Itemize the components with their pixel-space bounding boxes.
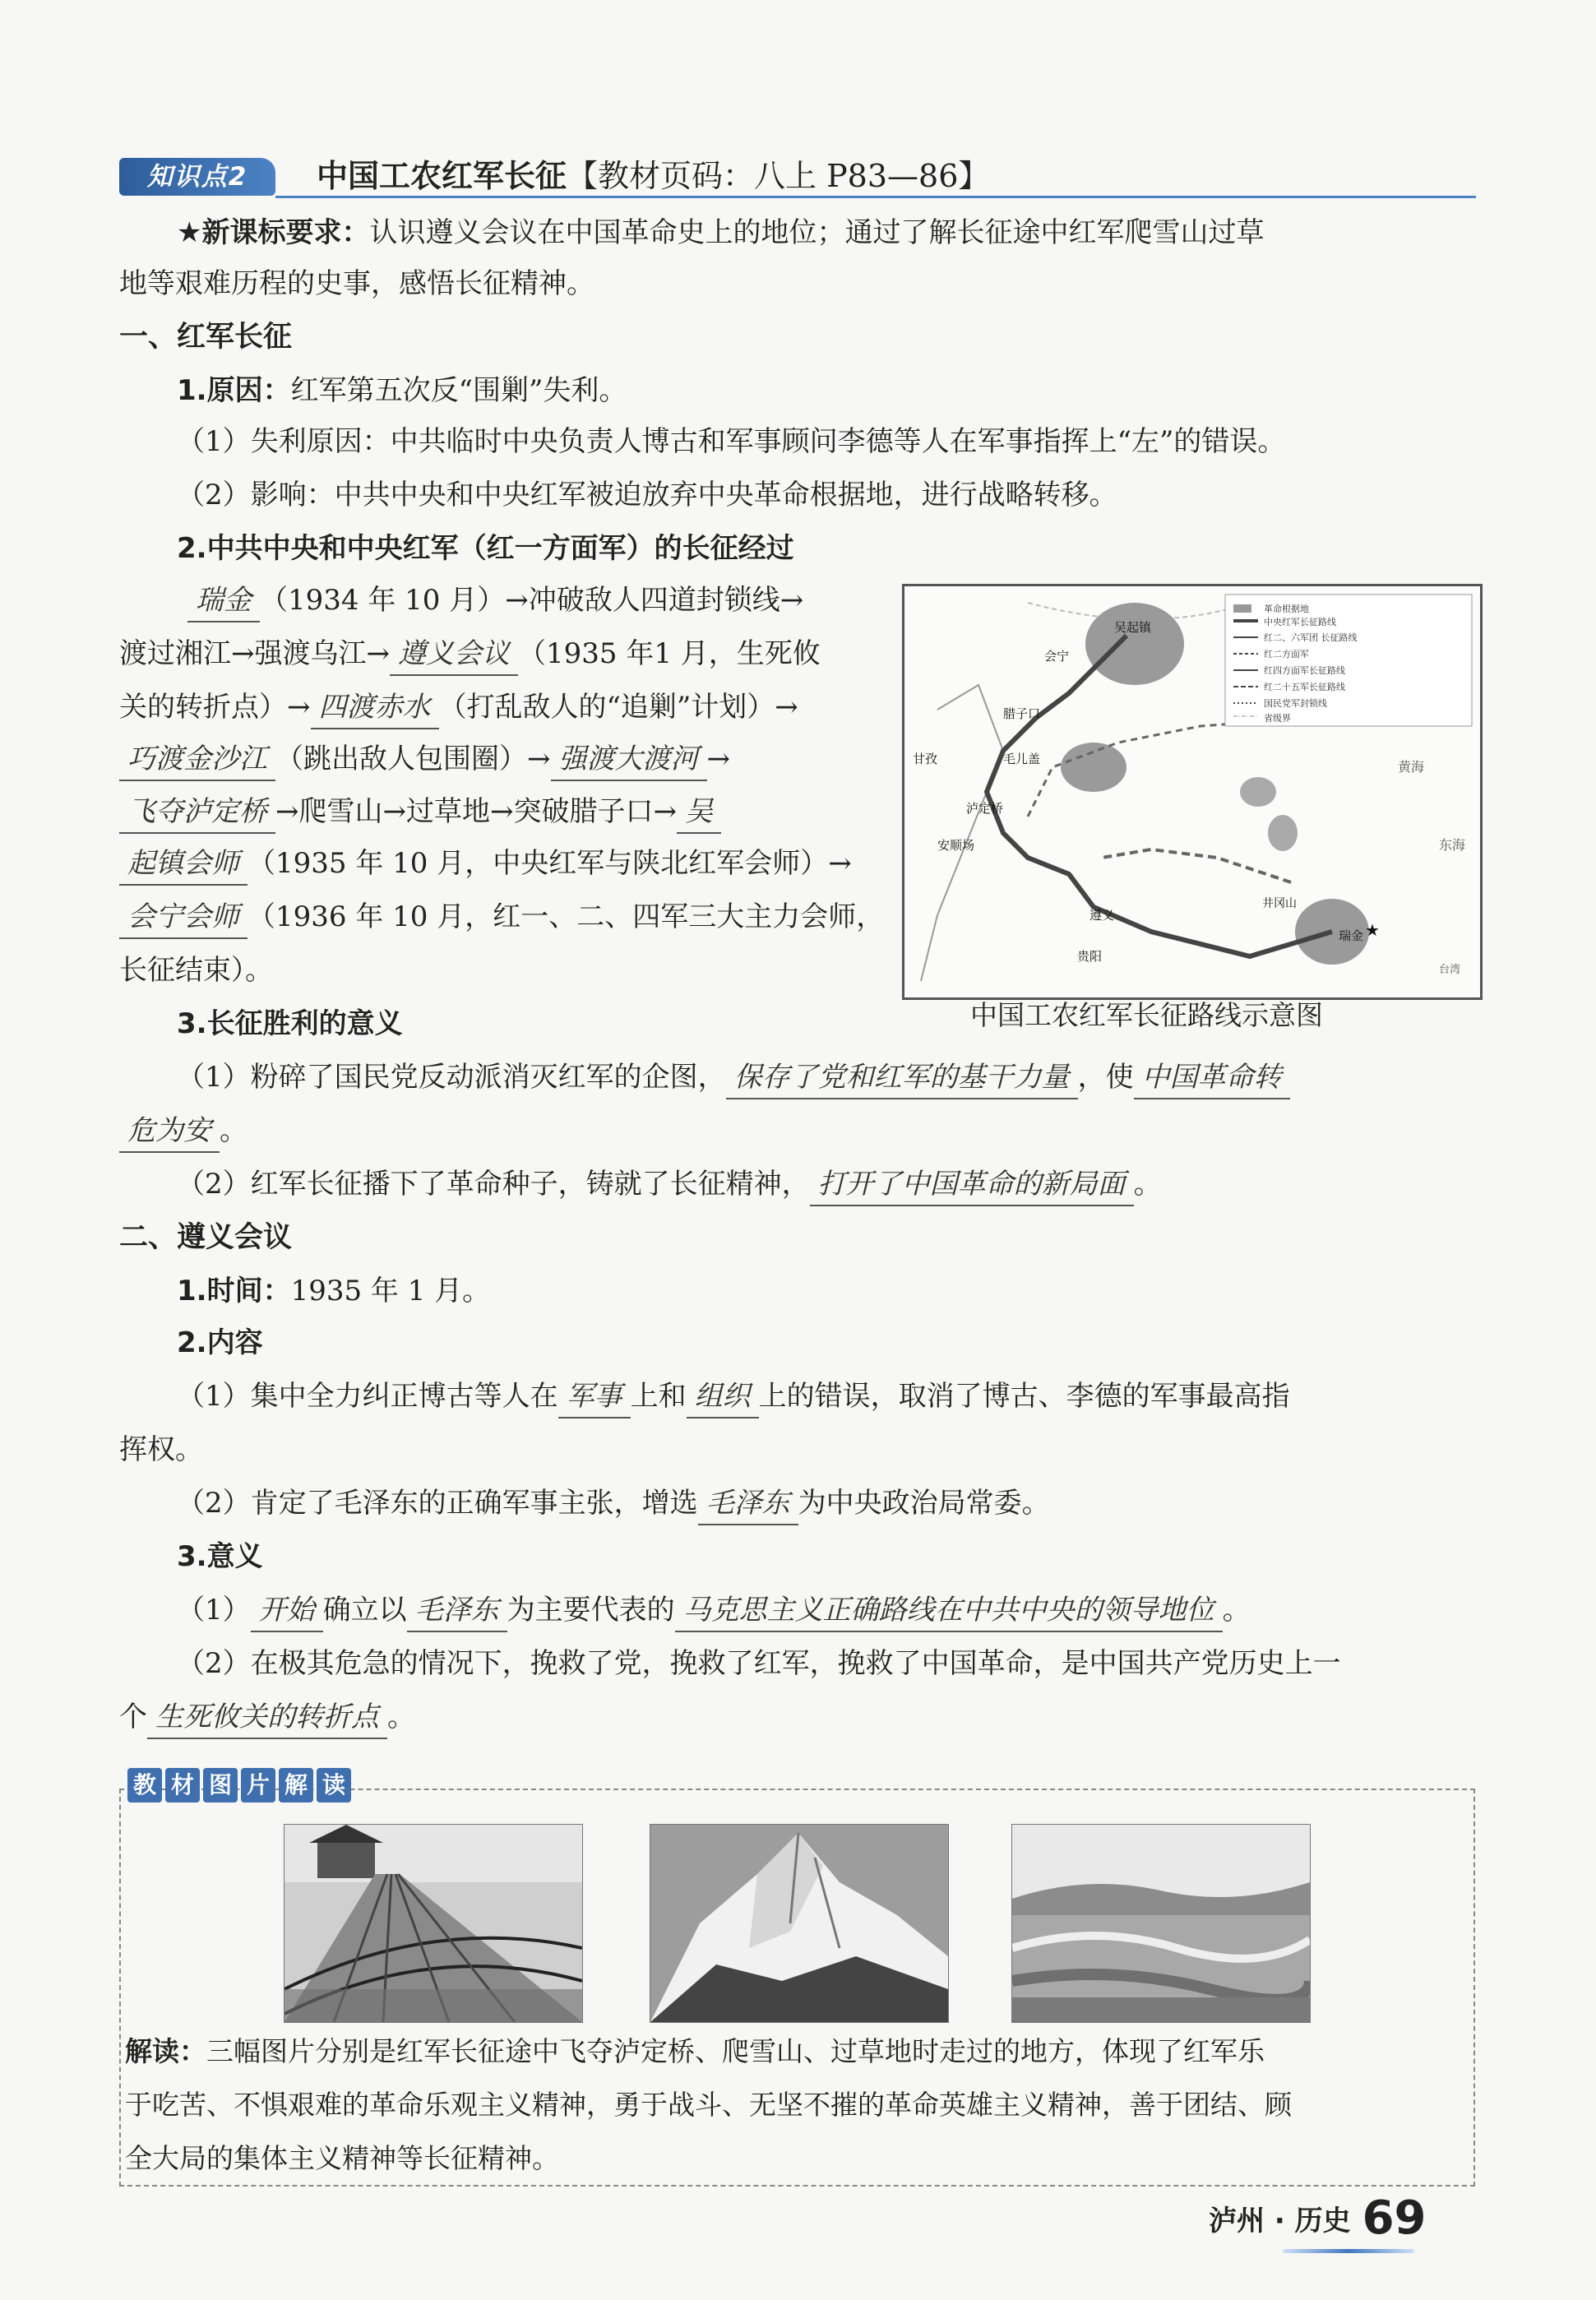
tag-char: 解 bbox=[279, 1768, 313, 1803]
answer-blank: 生死攸关的转折点 bbox=[147, 1696, 387, 1739]
meaning-1 bbox=[177, 1057, 1290, 1099]
legend-label: 红二十五军长征路线 bbox=[1264, 682, 1345, 692]
textbook-reference: 【教材页码：八上 P83—86】 bbox=[567, 158, 990, 194]
knowledge-point-badge: 知识点2 bbox=[119, 158, 275, 196]
answer-blank: 保存了党和红军的基干力量 bbox=[726, 1057, 1078, 1099]
route-line-6 bbox=[119, 843, 852, 886]
answer-blank: 马克思主义正确路线在中共中央的领导地位 bbox=[675, 1590, 1223, 1632]
page-number: 69 bbox=[1362, 2191, 1427, 2245]
meaning-text: 。 bbox=[1133, 1168, 1162, 1201]
requirement-line-1 bbox=[177, 212, 1264, 253]
section-1-title: 一、红军长征 bbox=[119, 321, 293, 354]
tag-char: 读 bbox=[317, 1768, 351, 1803]
knowledge-point-title bbox=[317, 156, 989, 196]
meaning-text: 个 bbox=[119, 1701, 147, 1733]
time-line bbox=[177, 1270, 490, 1312]
answer-blank: 强渡大渡河 bbox=[551, 738, 707, 781]
cause-detail-1: （1）失利原因：中共临时中央负责人博古和军事顾问李德等人在军事指挥上“左”的错误。 bbox=[177, 425, 1286, 458]
route-text: → bbox=[706, 743, 730, 775]
luding-bridge-photo bbox=[284, 1824, 583, 2023]
content-text: 为中央政治局常委。 bbox=[798, 1487, 1050, 1520]
meaning-text: 确立以 bbox=[322, 1594, 407, 1627]
route-text: 关的转折点）→ bbox=[119, 691, 311, 724]
long-march-map bbox=[902, 584, 1483, 1000]
answer-blank: 打开了中国革命的新局面 bbox=[810, 1164, 1134, 1206]
legend-label: 红二方面军 bbox=[1264, 649, 1309, 659]
snow-mountain-photo bbox=[650, 1824, 949, 2023]
place-label: 黄海 bbox=[1398, 759, 1425, 775]
requirement-label: ★新课标要求： bbox=[177, 216, 370, 249]
meaning-1-cont bbox=[119, 1110, 247, 1153]
content-text: （2）肯定了毛泽东的正确军事主张，增选 bbox=[177, 1487, 698, 1520]
place-label: 腊子口 bbox=[1003, 706, 1041, 721]
place-label: 吴起镇 bbox=[1114, 620, 1152, 635]
section-2-title: 二、遵义会议 bbox=[119, 1221, 293, 1254]
requirement-text: 认识遵义会议在中国革命史上的地位；通过了解长征途中红军爬雪山过草 bbox=[369, 216, 1265, 249]
route-line-7 bbox=[119, 896, 884, 939]
meaning-text: 为主要代表的 bbox=[507, 1594, 675, 1627]
answer-blank: 四渡赤水 bbox=[311, 687, 439, 729]
content-text: 上的错误，取消了博古、李德的军事最高指 bbox=[758, 1380, 1290, 1413]
meaning-text: （1）粉碎了国民党反动派消灭红军的企图， bbox=[177, 1061, 726, 1094]
legend-label: 革命根据地 bbox=[1264, 604, 1309, 614]
zunyi-meaning-2: （2）在极其危急的情况下，挽救了党，挽救了红军，挽救了中国革命，是中国共产党历史上一 bbox=[177, 1647, 1341, 1680]
place-label: 安顺场 bbox=[937, 838, 975, 853]
route-title: 2.中共中央和中央红军（红一方面军）的长征经过 bbox=[177, 532, 794, 565]
place-label: 会宁 bbox=[1044, 649, 1070, 664]
answer-blank: 巧渡金沙江 bbox=[119, 738, 275, 781]
interpretation-line-1 bbox=[125, 2031, 1265, 2072]
route-text: 渡过湘江→强渡乌江→ bbox=[119, 637, 390, 670]
meaning-text: 。 bbox=[220, 1114, 247, 1147]
legend-label: 红四方面军长征路线 bbox=[1264, 665, 1345, 676]
base-area bbox=[1061, 743, 1126, 792]
place-label: 井冈山 bbox=[1262, 897, 1297, 910]
meaning-text: （1） bbox=[177, 1594, 251, 1627]
zunyi-meaning-2-cont bbox=[119, 1696, 415, 1739]
place-label: 甘孜 bbox=[913, 752, 938, 766]
cause-line bbox=[177, 370, 627, 411]
answer-blank: 起镇会师 bbox=[119, 843, 247, 886]
time-text: 1935 年 1 月。 bbox=[290, 1275, 491, 1307]
answer-blank: 军事 bbox=[558, 1376, 631, 1418]
topic-title: 中国工农红军长征 bbox=[317, 158, 567, 194]
answer-blank: 会宁会师 bbox=[119, 896, 247, 939]
time-label: 1.时间： bbox=[177, 1275, 291, 1307]
star-icon: ★ bbox=[1365, 920, 1380, 940]
content-title: 2.内容 bbox=[177, 1326, 263, 1359]
answer-blank: 瑞金 bbox=[187, 580, 260, 622]
legend-label: 国民党军封锁线 bbox=[1264, 698, 1327, 709]
route-line-8: 长征结束）。 bbox=[119, 954, 273, 987]
answer-blank: 中国革命转 bbox=[1134, 1057, 1290, 1099]
meaning-text: 。 bbox=[1222, 1594, 1251, 1627]
grassland-photo bbox=[1011, 1824, 1311, 2023]
tag-char: 教 bbox=[127, 1768, 162, 1803]
answer-blank: 吴 bbox=[677, 791, 721, 834]
map-graphic bbox=[904, 586, 1480, 997]
place-label: 台湾 bbox=[1439, 964, 1461, 976]
route-text: （打乱敌人的“追剿”计划）→ bbox=[438, 691, 798, 724]
header-rule bbox=[275, 196, 1476, 198]
answer-blank: 毛泽东 bbox=[407, 1590, 507, 1632]
place-label: 毛儿盖 bbox=[1003, 752, 1041, 766]
place-label: 东海 bbox=[1439, 837, 1466, 853]
zunyi-meaning-1 bbox=[177, 1590, 1251, 1632]
route-text: （1935 年1 月，生死攸 bbox=[517, 637, 821, 670]
legend-label: 中央红军长征路线 bbox=[1264, 617, 1336, 627]
content-text: （1）集中全力纠正博古等人在 bbox=[177, 1380, 558, 1413]
tag-char: 片 bbox=[241, 1768, 275, 1803]
meaning-text: （2）红军长征播下了革命种子，铸就了长征精神， bbox=[177, 1168, 810, 1201]
place-label: 贵阳 bbox=[1077, 949, 1103, 964]
interpretation-line-2: 于吃苦、不惧艰难的革命乐观主义精神，勇于战斗、无坚不摧的革命英雄主义精神，善于团结、顾 bbox=[125, 2089, 1292, 2121]
answer-blank: 毛泽东 bbox=[698, 1483, 798, 1525]
content-1 bbox=[177, 1376, 1290, 1418]
tag-char: 材 bbox=[165, 1768, 200, 1803]
route-text: （1934 年 10 月）→冲破敌人四道封锁线→ bbox=[260, 584, 804, 617]
zunyi-meaning-title: 3.意义 bbox=[177, 1540, 263, 1573]
place-label: 瑞金 bbox=[1339, 928, 1364, 943]
meaning-title: 3.长征胜利的意义 bbox=[177, 1007, 403, 1040]
answer-blank: 开始 bbox=[251, 1590, 323, 1632]
content-1-cont: 挥权。 bbox=[119, 1433, 203, 1466]
requirement-line-2: 地等艰难历程的史事，感悟长征精神。 bbox=[119, 267, 594, 300]
picture-interpretation-tag bbox=[127, 1768, 354, 1809]
meaning-text: 。 bbox=[387, 1701, 415, 1733]
interpretation-line-3: 全大局的集体主义精神等长征精神。 bbox=[125, 2142, 559, 2174]
answer-blank: 组织 bbox=[687, 1376, 759, 1418]
legend-label: 红二、六军团 长征路线 bbox=[1264, 632, 1358, 643]
answer-blank: 危为安 bbox=[119, 1110, 220, 1153]
footer-rule bbox=[1283, 2249, 1414, 2253]
route-text: （1935 年 10 月，中央红军与陕北红军会师）→ bbox=[247, 847, 852, 880]
map-caption: 中国工农红军长征路线示意图 bbox=[970, 999, 1323, 1031]
answer-blank: 飞夺泸定桥 bbox=[119, 791, 275, 834]
content-text: 上和 bbox=[630, 1380, 687, 1413]
legend-label: 省级界 bbox=[1264, 713, 1291, 724]
region-subject-label: 泸州 · 历史 bbox=[1209, 2205, 1351, 2238]
interpretation-text: 三幅图片分别是红军长征途中飞夺泸定桥、爬雪山、过草地时走过的地方，体现了红军乐 bbox=[206, 2035, 1265, 2067]
cause-detail-2: （2）影响：中共中央和中央红军被迫放弃中央革命根据地，进行战略转移。 bbox=[177, 479, 1117, 511]
route-text: （1936 年 10 月，红一、二、四军三大主力会师， bbox=[247, 900, 885, 933]
page-footer bbox=[1209, 2191, 1427, 2245]
route-text: （跳出敌人包围圈）→ bbox=[275, 743, 551, 775]
place-label: 泸定桥 bbox=[966, 801, 1004, 816]
route-line-1 bbox=[187, 580, 803, 622]
interpretation-label: 解读： bbox=[125, 2035, 206, 2067]
place-label: 遵义 bbox=[1089, 908, 1115, 923]
tag-char: 图 bbox=[203, 1768, 238, 1803]
content-2 bbox=[177, 1483, 1050, 1525]
knowledge-point-header bbox=[119, 155, 1476, 197]
base-area bbox=[1085, 603, 1184, 685]
route-line-4 bbox=[119, 738, 730, 781]
route-line-3 bbox=[119, 687, 798, 729]
route-line-2 bbox=[119, 633, 821, 676]
route-line-5 bbox=[119, 791, 721, 834]
cause-text: 红军第五次反“围剿”失利。 bbox=[290, 374, 627, 407]
cause-label: 1.原因： bbox=[177, 374, 291, 407]
meaning-text: ，使 bbox=[1077, 1061, 1134, 1094]
route-text: →爬雪山→过草地→突破腊子口→ bbox=[275, 795, 677, 828]
answer-blank: 遵义会议 bbox=[390, 633, 518, 676]
meaning-2 bbox=[177, 1164, 1162, 1206]
